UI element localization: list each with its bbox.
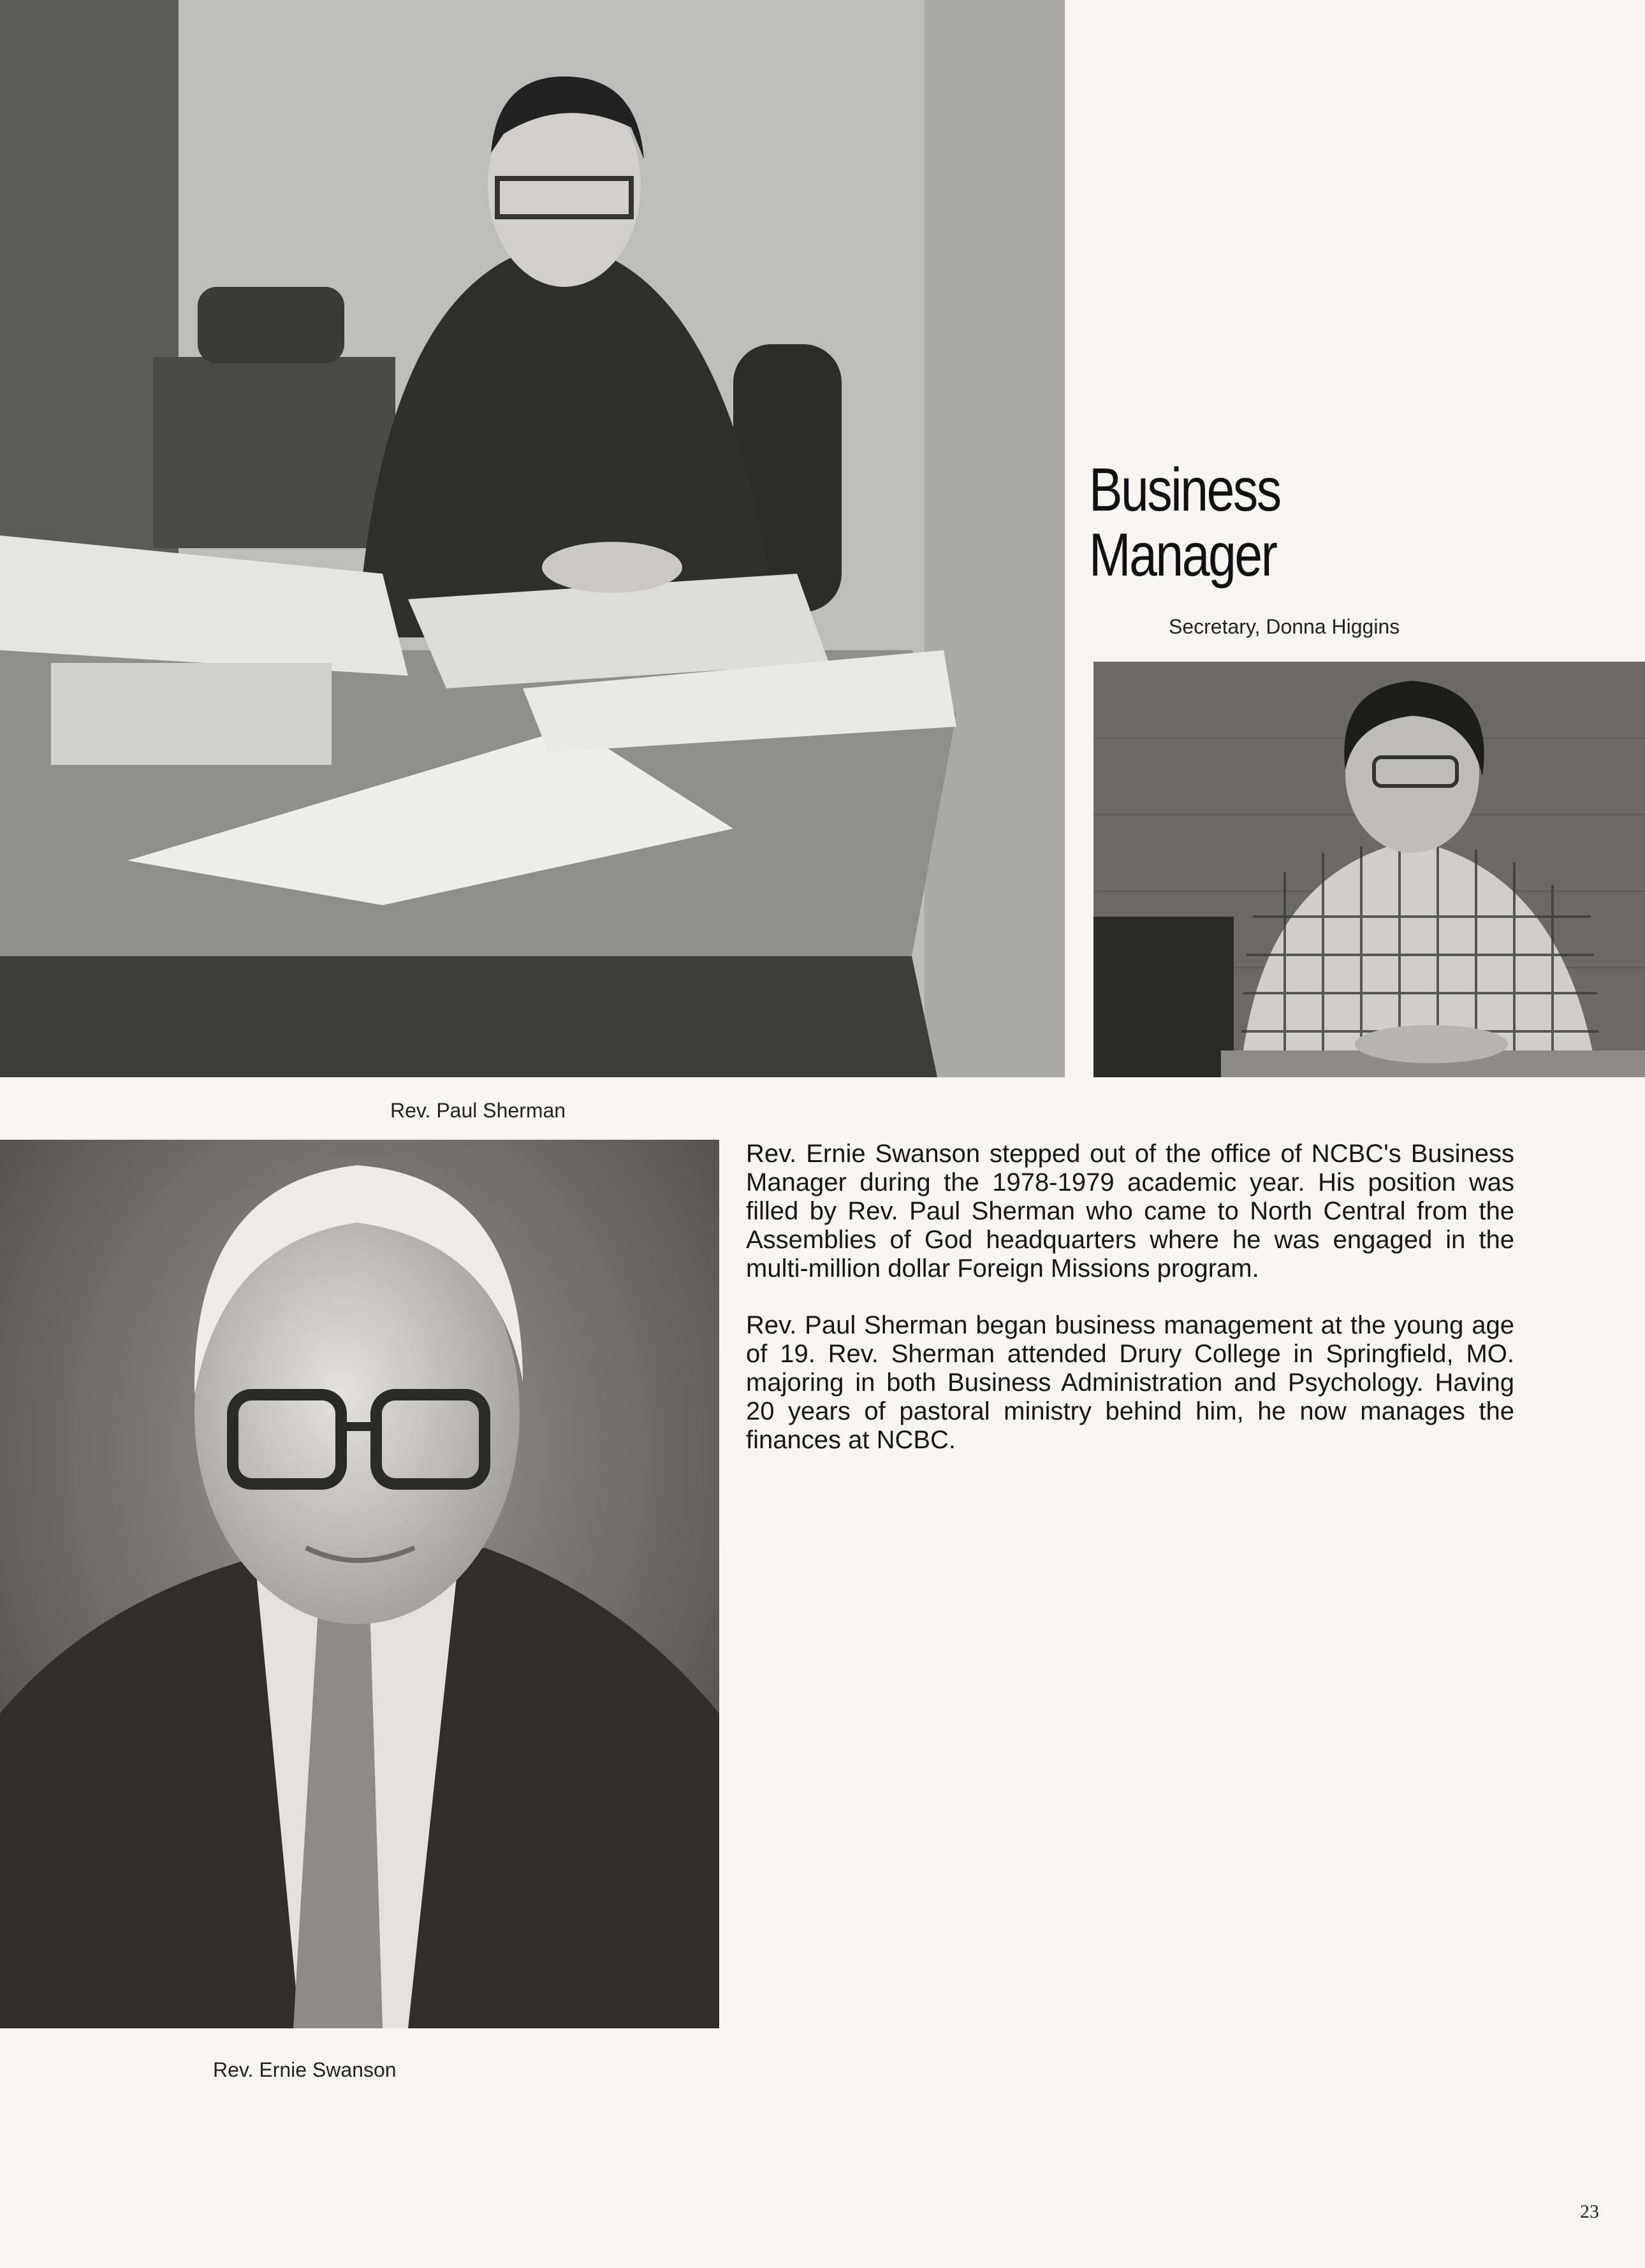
article-body xyxy=(746,1140,1514,1483)
body-paragraph-1: Rev. Ernie Swanson stepped out of the office of NCBC's Business Manager during the 1978-1979 academic year. His position was filled by Rev. Paul Sherman who came to North Central from the Assemblies of God headquarters where he was engaged in the multi-million dollar Foreign Missions program. xyxy=(746,1140,1514,1283)
page-title-line2: Manager xyxy=(1089,521,1276,589)
caption-secretary: Secretary, Donna Higgins xyxy=(1169,615,1400,638)
page-title-line1: Business xyxy=(1089,456,1280,524)
page-title xyxy=(1089,458,1280,588)
body-paragraph-2: Rev. Paul Sherman began business management at the young age of 19. Rev. Sherman attended Drury College in Springfield, MO. majoring in both Business Administration and Psychology. Having 20 years of pastoral ministry behind him, he now manages the finances at NCBC. xyxy=(746,1311,1514,1454)
photo-paul-sherman-at-desk xyxy=(0,0,1065,1077)
photo-donna-higgins xyxy=(1093,662,1645,1077)
caption-ernie-swanson: Rev. Ernie Swanson xyxy=(213,2058,397,2081)
page-number: 23 xyxy=(1580,2201,1599,2222)
caption-paul-sherman: Rev. Paul Sherman xyxy=(390,1099,566,1122)
photo-ernie-swanson-portrait xyxy=(0,1140,719,2028)
